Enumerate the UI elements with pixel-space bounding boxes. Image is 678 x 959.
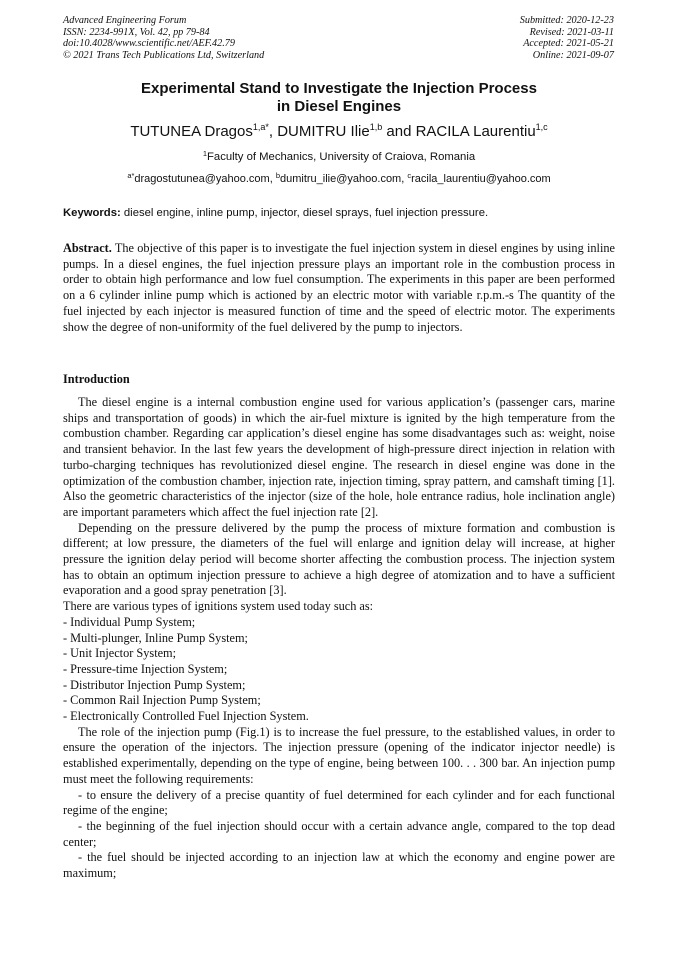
- author-name: DUMITRU Ilie: [277, 123, 370, 140]
- intro-paragraph-1: The diesel engine is a internal combustion engine used for various application’s (passenger cars, marine ships and transportation of goods) in which the air-fuel mixture is ignited by the high temperature from the combustion chamber. Regarding car application’s diesel engine has some disadvantages such as: weight, noise and transient behavior. In the last few years the development of high-pressure direct injection in relation with turbo-charging techniques has revolutionized diesel engine. The research in diesel engine was done in the optimization of the combustion chamber, injection rate, injection timing, spray pattern, and camshaft timing [1]. Also the geometric characteristics of the injector (size of the hole, hole entrance radius, hole inclination angle) are important parameters which affect the fuel injection rate [2].: [63, 395, 615, 519]
- abstract: [63, 241, 615, 335]
- abstract-label: Abstract.: [63, 241, 112, 255]
- title-line-1: Experimental Stand to Investigate the Injection Process: [141, 80, 537, 97]
- keywords-text: diesel engine, inline pump, injector, diesel sprays, fuel injection pressure.: [120, 207, 489, 219]
- journal-name: Advanced Engineering Forum: [63, 15, 187, 26]
- email-mark: a*: [127, 171, 135, 180]
- list-item: - Unit Injector System;: [63, 646, 177, 661]
- revised-date: Revised: 2021-03-11: [529, 26, 614, 38]
- systems-list-intro: There are various types of ignitions system used today such as:: [63, 599, 374, 614]
- dates-info: [520, 15, 614, 61]
- issn-line: ISSN: 2234-991X, Vol. 42, pp 79-84: [63, 26, 210, 38]
- systems-list: [63, 615, 615, 725]
- affiliation: [0, 150, 678, 164]
- list-item: - Distributor Injection Pump System;: [63, 677, 246, 692]
- author-name: TUTUNEA Dragos: [130, 123, 253, 140]
- list-item: - Pressure-time Injection System;: [63, 661, 228, 676]
- journal-info: [63, 15, 264, 61]
- list-item: - Electronically Controlled Fuel Injection System.: [63, 709, 309, 724]
- abstract-text: The objective of this paper is to investigate the fuel injection system in diesel engines by using inline pumps. In a diesel engines, the fuel injection pressure plays an important role in the combustion process in order to obtain high performance and low fuel consumption. The experiments in this paper are been performed on a 6 cylinder inline pump which is actioned by an electric motor with variable r.p.m.-s The quantity of the fuel injected by each injector is measured function of time and the speed of electric motor. The experiments show the degree of non-uniformity of the fuel delivered by the pump to injectors.: [63, 241, 615, 334]
- author-name: RACILA Laurentiu: [415, 123, 536, 140]
- requirement-item: - the fuel should be injected according to an injection law at which the economy and engine power are maximum;: [63, 850, 615, 881]
- list-item: - Common Rail Injection Pump System;: [63, 693, 261, 708]
- intro-paragraph-3: The role of the injection pump (Fig.1) is to increase the fuel pressure, to the established values, in order to ensure the operation of the injectors. The injection pressure (opening of the indicator injector needle) is established experimentally, depending on the type of engine, being between 100. . . 300 bar. An injection pump must meet the following requirements:: [63, 724, 615, 786]
- online-date: Online: 2021-09-07: [532, 49, 614, 61]
- email-address: dumitru_ilie@yahoo.com,: [280, 173, 408, 185]
- keywords-label: Keywords:: [63, 207, 121, 219]
- copyright-line: © 2021 Trans Tech Publications Ltd, Switzerland: [63, 49, 265, 61]
- author-list: [0, 123, 678, 141]
- paper-title: [0, 80, 678, 116]
- author-emails: [0, 172, 678, 186]
- email-mark: b: [275, 171, 280, 180]
- accepted-date: Accepted: 2021-05-21: [523, 38, 614, 50]
- requirement-item: - the beginning of the fuel injection should occur with a certain advance angle, compared to the top dead center;: [63, 818, 615, 849]
- author-affil-mark: 1,a*: [252, 122, 269, 132]
- author-separator: ,: [268, 123, 278, 140]
- author-affil-mark: 1,c: [535, 122, 548, 132]
- introduction-section: [63, 395, 615, 882]
- affiliation-mark: 1: [202, 149, 208, 158]
- abstract-paragraph: [63, 241, 615, 335]
- affiliation-text: Faculty of Mechanics, University of Craiova, Romania: [207, 151, 476, 163]
- list-item: - Multi-plunger, Inline Pump System;: [63, 630, 248, 645]
- doi-line: doi:10.4028/www.scientific.net/AEF.42.79: [63, 38, 235, 50]
- email-address: racila_laurentiu@yahoo.com: [411, 173, 551, 185]
- introduction-heading: Introduction: [63, 372, 130, 386]
- list-item: - Individual Pump System;: [63, 614, 196, 629]
- keywords: [63, 206, 615, 220]
- intro-paragraph-2: Depending on the pressure delivered by the pump the process of mixture formation and combustion is different; at low pressure, the diameters of the fuel will enlarge and ignition delay will increase, at higher pressure the ignition delay period will become shorter affecting the combustion process. The injection system has to obtain an optimum injection pressure to achieve a high degree of atomization and to have a sufficient evaporation and a good spray penetration [3].: [63, 520, 615, 598]
- submitted-date: Submitted: 2020-12-23: [519, 15, 614, 26]
- requirement-item: - to ensure the delivery of a precise quantity of fuel determined for each cylinder and for each functional regime of the engine;: [63, 787, 615, 818]
- title-line-2: in Diesel Engines: [276, 98, 402, 115]
- email-address: dragostutunea@yahoo.com,: [134, 173, 276, 185]
- author-separator: and: [382, 123, 416, 140]
- author-affil-mark: 1,b: [369, 122, 383, 132]
- email-mark: c: [407, 171, 412, 180]
